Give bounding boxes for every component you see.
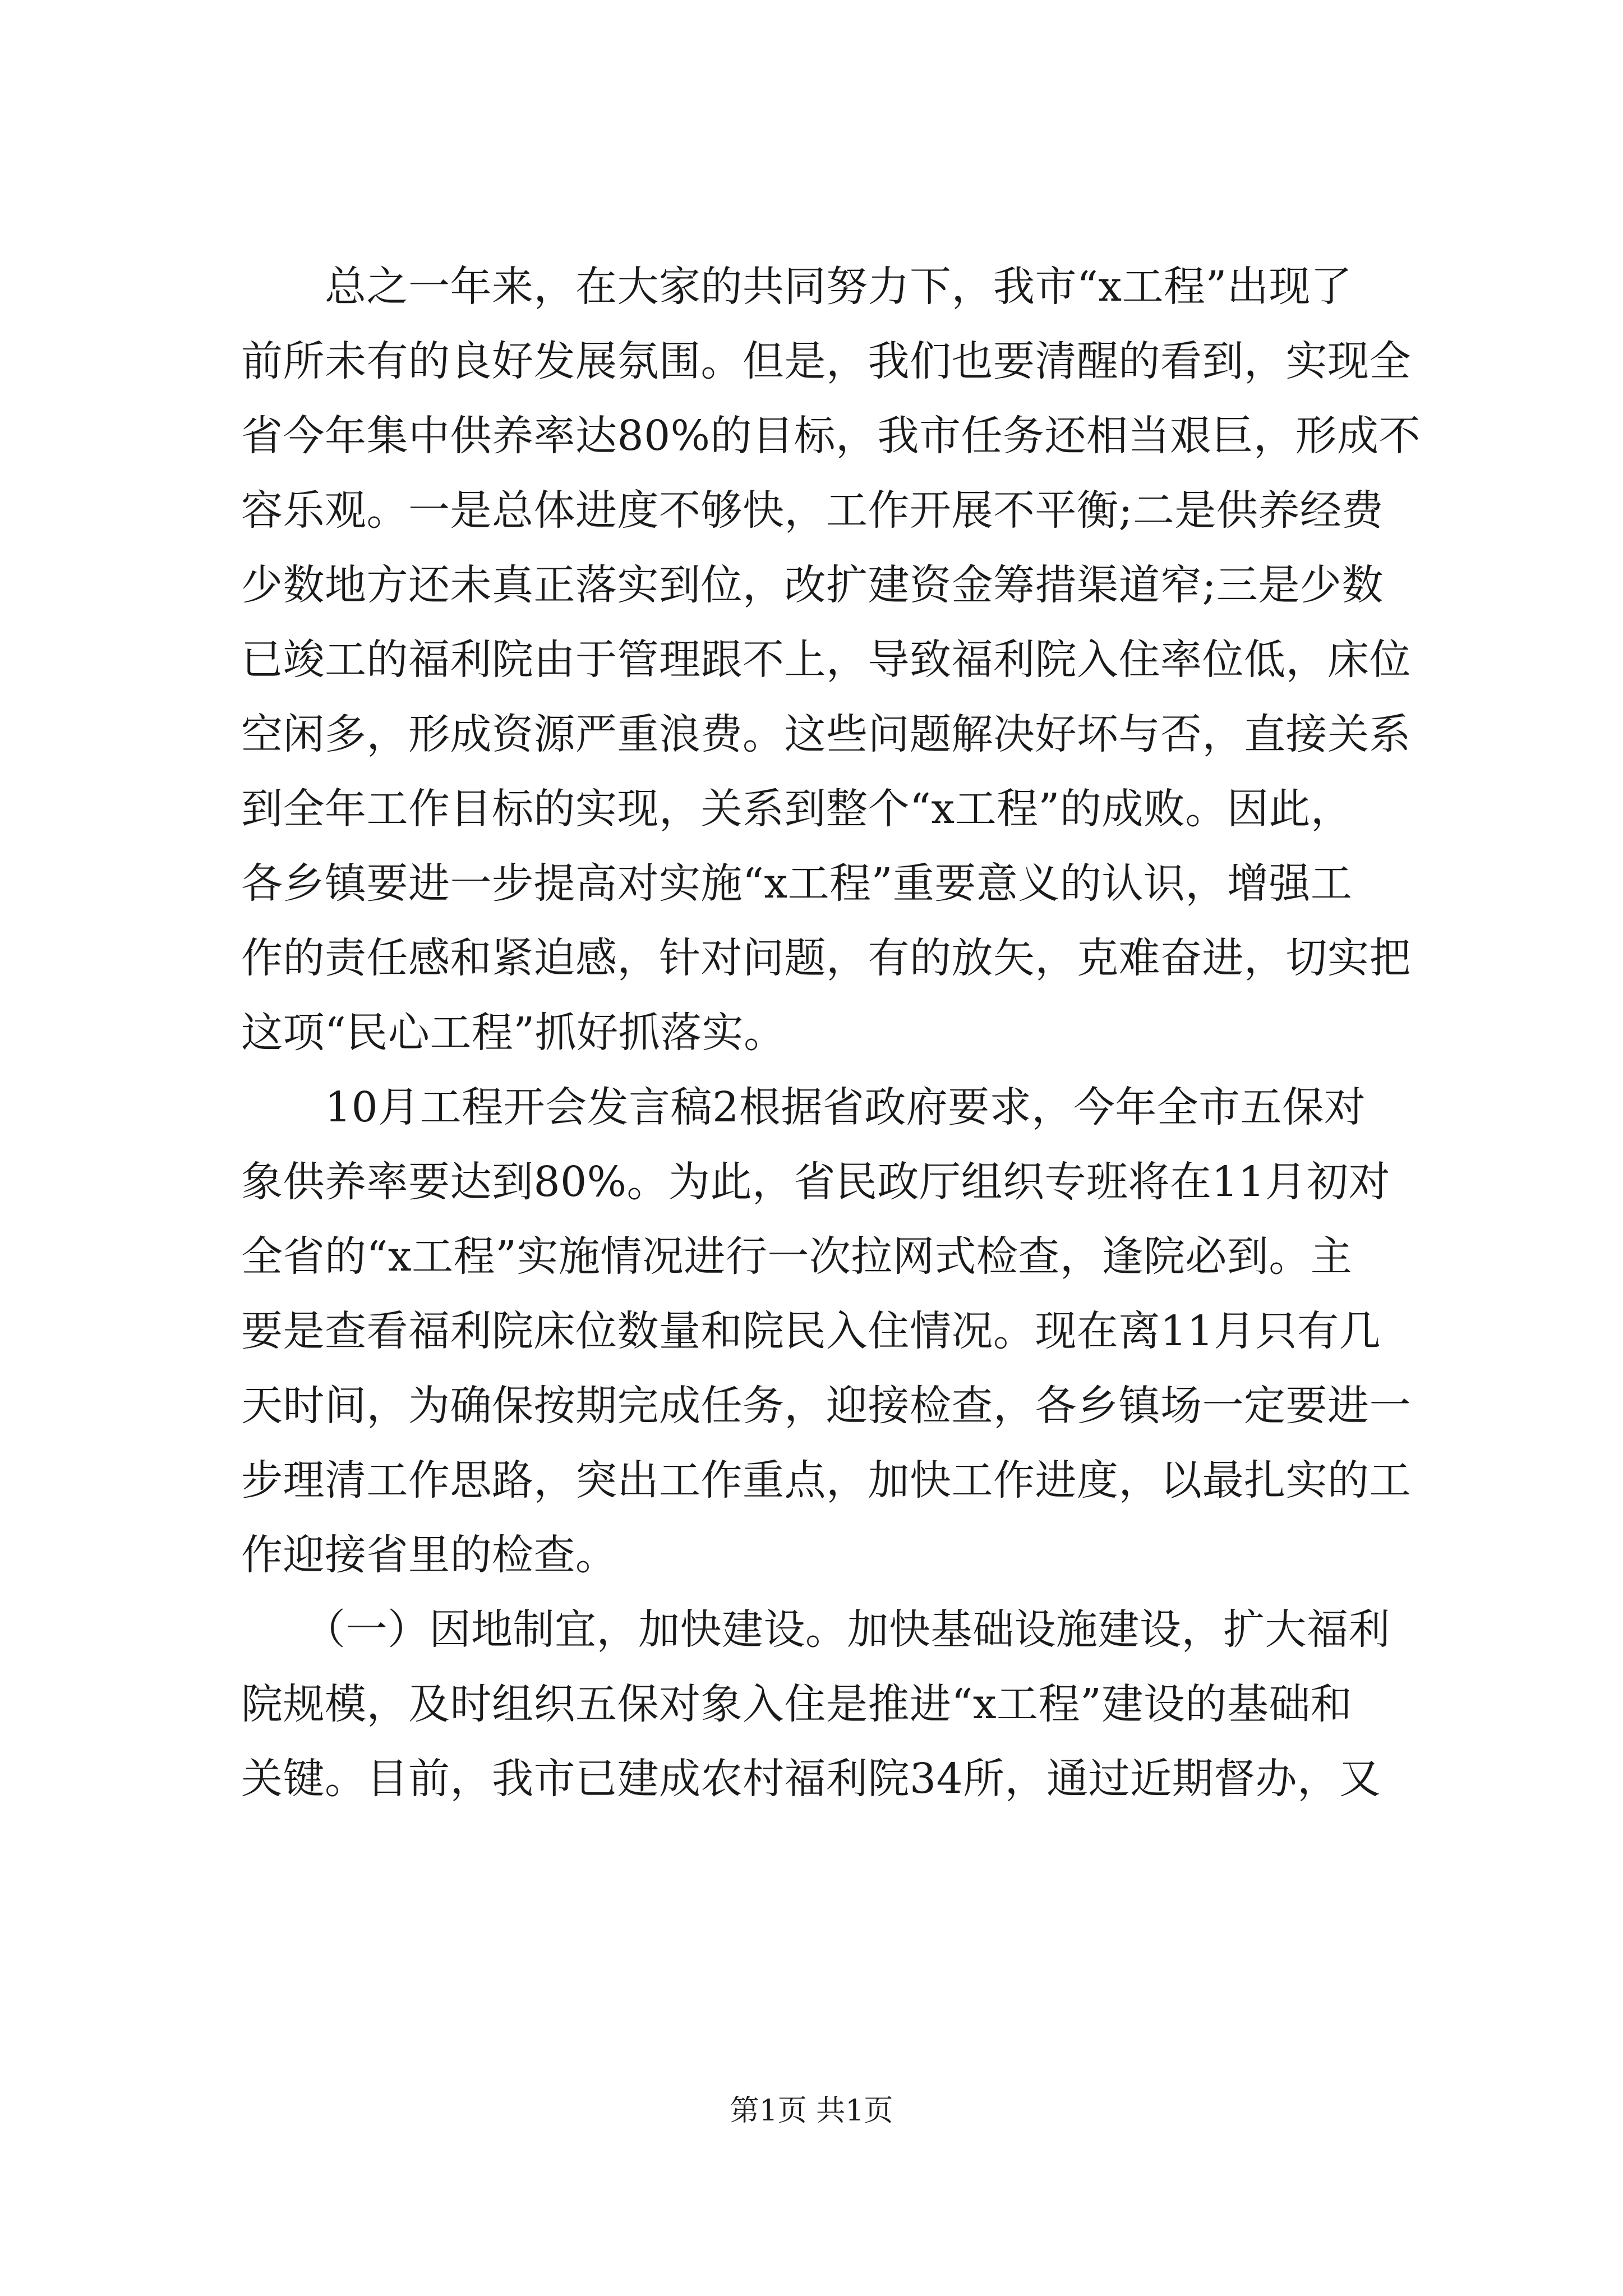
- text-line: 院规模，及时组织五保对象入住是推进“x工程”建设的基础和: [241, 1680, 1353, 1728]
- text-line: 作迎接省里的检查。: [241, 1531, 617, 1579]
- text-line: 要是查看福利院床位数量和院民入住情况。现在离11月只有几: [241, 1307, 1381, 1355]
- text-line: 到全年工作目标的实现，关系到整个“x工程”的成败。因此，: [241, 785, 1353, 833]
- text-line: 这项“民心工程”抓好抓落实。: [241, 1009, 786, 1057]
- page-footer: 第1页 共1页: [730, 2094, 893, 2128]
- text-line: 已竣工的福利院由于管理跟不上，导致福利院入住率位低，床位: [241, 636, 1411, 684]
- text-line: 全省的“x工程”实施情况进行一次拉网式检查，逢院必到。主: [241, 1232, 1353, 1281]
- text-line: 总之一年来，在大家的共同努力下，我市“x工程”出现了: [241, 263, 1353, 311]
- text-line: 空闲多，形成资源严重浪费。这些问题解决好坏与否，直接关系: [241, 710, 1411, 758]
- text-line: 关键。目前，我市已建成农村福利院34所，通过近期督办，又: [241, 1755, 1381, 1803]
- text-line: 各乡镇要进一步提高对实施“x工程”重要意义的认识，增强工: [241, 859, 1353, 908]
- text-line: （一）因地制宜，加快建设。加快基础设施建设，扩大福利: [241, 1605, 1390, 1654]
- text-line: 天时间，为确保按期完成任务，迎接检查，各乡镇场一定要进一: [241, 1382, 1411, 1430]
- text-line: 象供养率要达到80%。为此，省民政厅组织专班将在11月初对: [241, 1158, 1391, 1206]
- text-line: 省今年集中供养率达80%的目标，我市任务还相当艰巨，形成不: [241, 412, 1421, 460]
- text-line: 步理清工作思路，突出工作重点，加快工作进度，以最扎实的工: [241, 1456, 1411, 1504]
- text-line: 作的责任感和紧迫感，针对问题，有的放矢，克难奋进，切实把: [241, 934, 1411, 982]
- text-line: 前所未有的良好发展氛围。但是，我们也要清醒的看到，实现全: [241, 337, 1411, 385]
- text-line: 少数地方还未真正落实到位，改扩建资金筹措渠道窄;三是少数: [241, 561, 1384, 609]
- text-line: 容乐观。一是总体进度不够快，工作开展不平衡;二是供养经费: [241, 486, 1384, 535]
- text-line: 10月工程开会发言稿2根据省政府要求，今年全市五保对: [241, 1083, 1366, 1131]
- body-text: [241, 250, 1419, 1816]
